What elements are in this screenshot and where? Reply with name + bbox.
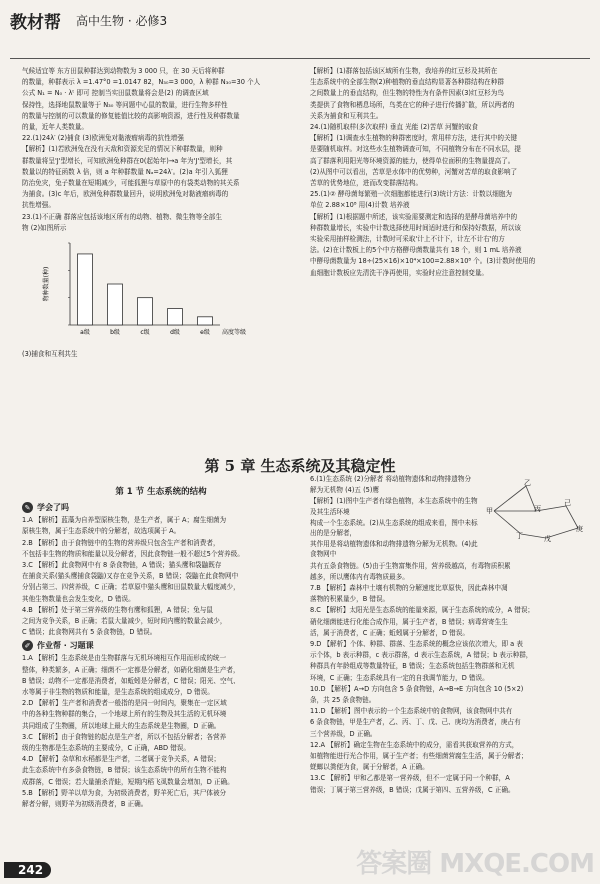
text-line: 在捕食关系(猫头鹰捕食袋鼬)又存在竞争关系，B 错误；袋鼬在此食物网中	[22, 572, 239, 581]
text-line: 血细胞计数板应先清洗干净再使用，实验时应注意控制变量。	[310, 268, 489, 277]
text-line: 公式 N₁ = N₀ · λᵗ 即可 控制当实田鼠数量将会是(2) 的调查区域	[22, 89, 209, 98]
text-line: 单位 2.88×10⁸ 用(4)计数 培养液	[310, 201, 410, 210]
text-line: (2)从图中可以看出，苦草是水体中的优势种，河蟹对苦草的取食影响了	[310, 167, 518, 176]
text-line: 其作用是将动植物遗体和动物排遗物分解为无机物。(4)此食物网中	[310, 540, 478, 559]
text-line: 5.B 【解析】野羊以草为食，为初级消费者，野羊死亡后，其尸体被分	[22, 788, 227, 797]
text-line: 整体，种类繁多，A 正确；细菌不一定都是分解者，如硝化细菌是生产者，	[22, 665, 240, 674]
text-line: 蜣螂以粪便为食，属于分解者，A 正确。	[310, 763, 429, 772]
text-line: 三个营养级，D 正确。	[310, 729, 377, 738]
homework-tag-label: 作业帮 · 习题课	[37, 640, 94, 650]
text-line: 此生态系统中有多条食物链，B 错误；该生态系统中的所有生物不能构	[22, 766, 227, 775]
y-axis-label: 物种数量(种)	[43, 266, 50, 302]
text-line: 种群具有年龄组成等数量特征，B 错误；生态系统包括生物群落和无机	[310, 662, 515, 671]
pencil-icon: ✐	[22, 640, 33, 651]
text-line: 关系为捕食和互利共生。	[310, 111, 383, 120]
brand-logo: 教材帮	[10, 13, 61, 33]
text-line: 【解析】(1)群落包括该区域所有生物，我培养的红豆杉及其所在	[310, 67, 498, 75]
text-line: 种群数量增长，实验中计数选择使用时间适时进行和保持好数据，所以该	[310, 223, 521, 232]
text-line: 4.B 【解析】处于第三营养级的生物有鹰和狐狸，A 错误；兔与鼠	[22, 605, 213, 614]
text-line: 高了群落利用阳光等环境资源的能力，使得单位面积的生物量提高了。	[310, 156, 515, 165]
text-line: 生态系统中的全部生物(2)种植物的垂直结构显著各种群结构在种群	[310, 78, 504, 87]
text-line: 原核生物，属于生态系统中的分解者，故选项属于 A。	[22, 527, 181, 536]
bar	[108, 284, 123, 325]
text-line: 成群落，C 错误；若大量捕杀青蛙，短期内稻飞虱数量会增加，D 正确。	[22, 777, 234, 786]
text-line: 气候适宜等 东方田鼠种群达到动物数为 3 000 只，在 30 天后将种群	[22, 67, 225, 75]
text-line: 22.(1)24λ′ (2)捕食 (3)欧洲兔对黏液瘤病毒的抗性增强	[22, 134, 184, 143]
answer-text-right-top	[310, 66, 586, 278]
text-line: 【解析】(1)调查水生植物的种群密度时，常用样方法，进行其中的关键	[310, 134, 518, 143]
text-line: 环境，C 正确；生态系统具有一定的自我调节能力，D 错误。	[310, 673, 489, 682]
text-line: 活，属于消费者，C 正确；蚯蚓属于分解者，D 错误。	[310, 628, 469, 637]
subject-title: 高中生物 · 必修3	[76, 14, 168, 28]
text-line: 法。(2)在计数板上的5个中方格酵母菌数量共有 18 个，则 1 mL 培养液	[310, 246, 522, 255]
text-line: (3)捕食和互利共生	[22, 350, 78, 359]
text-line: 2.B 【解析】由于食物链中的生物的营养级只包含生产者和消费者，	[22, 538, 220, 547]
left-column-bottom	[22, 485, 300, 860]
text-line: 2.D 【解析】生产者和消费者一般指的是同一时间内，聚集在一定区域	[22, 699, 227, 708]
homework-tag	[22, 640, 94, 651]
food-web-node: 乙	[524, 479, 531, 487]
bulb-icon: ✎	[22, 502, 33, 513]
page-number: 242	[4, 862, 51, 878]
chart-svg	[40, 235, 247, 347]
answer-text-left-after	[22, 349, 300, 359]
answer-text-homework	[22, 653, 300, 809]
learn-tag-label: 学会了吗	[37, 502, 69, 512]
food-web-node: 己	[564, 499, 571, 507]
text-line: 中酵母菌数量为 18÷(25×16)×10⁴×100=2.88×10⁸ 个。(3)计数时使用的	[310, 257, 536, 266]
text-line: 条，共 25 条食物链。	[310, 696, 376, 705]
food-web-node: 庚	[576, 525, 583, 533]
text-line: 如植物能进行光合作用，属于生产者；有些细菌营腐生生活，属于分解者；	[310, 752, 528, 761]
right-column-bottom	[310, 474, 586, 860]
text-line: 13.C 【解析】甲和乙都是第一营养级，但不一定属于同一个种群，A	[310, 774, 510, 783]
text-line: 解为无机物 (4)五 (5)鹰	[310, 486, 380, 495]
text-line: 8.C 【解析】太阳光是生态系统的能量来源，属于生态系统的成分，A 错误；	[310, 606, 535, 615]
text-line: 【解析】(1)若欧洲兔在没有天敌和资源充足的情况下种群数量，则种	[22, 145, 223, 154]
food-web-diagram	[486, 476, 586, 546]
x-axis-label: 高度等级	[222, 329, 247, 337]
bar	[138, 298, 153, 325]
text-line: 越多，所以鹰体内有毒物质最多。	[310, 572, 409, 581]
food-web-node: 丁	[516, 532, 523, 540]
food-web-node: 戊	[544, 535, 551, 543]
food-web-node: 甲	[486, 507, 493, 515]
section-title: 第 1 节 生态系统的结构	[115, 487, 207, 497]
answer-text-learn	[22, 515, 300, 637]
text-line: 中的各种生物种群的集合，一个地球上所有的生物及其生活的无机环境	[22, 710, 227, 719]
text-line: 共同组成了生物圈，所以地球上最大的生态系统是生物圈，D 正确。	[22, 721, 221, 730]
text-line: 的量，近年人类数量。	[22, 123, 88, 132]
bar	[78, 254, 93, 325]
species-bar-chart	[40, 235, 247, 347]
text-line: 水等属于非生物的物质和能量，是生态系统的组成成分，D 错误。	[22, 688, 214, 697]
text-line: 实验采用抽样检测法，计数时可采取'计上不计下，计左不计右'的方	[310, 235, 505, 244]
text-line: 落物的积累量少，B 错误。	[310, 595, 390, 604]
text-line: 10.D 【解析】A→D 方向包含 5 条食物链，A→B→E 方向包含 10 (5×2)	[310, 684, 524, 693]
text-line: 级的生物都是生态系统的主要成分，C 正确，ABD 错误。	[22, 744, 190, 753]
text-line: 1.A 【解析】蓝藻为自养型原核生物，是生产者，属于 A；腐生细菌为	[22, 516, 227, 525]
header-rule	[10, 58, 590, 59]
x-tick-label: d级	[170, 329, 180, 337]
text-line: 之间数量上的垂直结构，但生物的特性为有条件因素(3)红豆杉为鸟	[310, 89, 504, 98]
text-line: C 错误；此食物网共有 5 条食物链，D 错误。	[22, 628, 157, 637]
text-line: 解者分解，则野羊为初级消费者，B 正确。	[22, 800, 148, 809]
x-tick-label: c级	[140, 329, 150, 337]
x-tick-label: a级	[80, 329, 90, 337]
text-line: 其他生物数量也会发生变化，D 错误。	[22, 594, 135, 603]
text-line: 之间为竞争关系，B 正确；若鼠大量减少，短时间内鹰的数量会减少，	[22, 617, 227, 626]
x-tick-label: b级	[110, 329, 120, 337]
text-line: 12.A 【解析】确定生物在生态系统中的成分，需看其获取营养的方式，	[310, 740, 519, 749]
food-web-node: 丙	[534, 505, 541, 513]
text-line: 群数量将呈'J'型增长，可知欧洲兔种群在0(起始年)→a 年为'J'型增长，其	[22, 156, 233, 165]
text-line: 【解析】(1)图中生产者有绿色植物，本生态系统中的生物及其生活环境	[310, 497, 478, 516]
text-line: 硝化细菌能进行化能合成作用，属于生产者，B 错误；病毒营寄生生	[310, 617, 508, 626]
text-line: 不包括非生物的物质和能量以及分解者，因此食物链一般不超过5个营养级。	[22, 549, 244, 558]
text-line: 物 (2)如图所示	[22, 223, 67, 232]
text-line: 为捕食。(3)c 年后，欧洲兔种群数量回升，说明欧洲兔对黏液瘤病毒的	[22, 190, 229, 199]
text-line: 保持性，选择地鼠数量等于 N₃₀ 等问题中心鼠的数量，进行生物多样性	[22, 100, 228, 109]
text-line: 的数量，种群表示 λ =1.47°0 =1.0147 82，N₃₀=3 000，λ 种群 N₃₀=30 个人	[22, 78, 261, 87]
left-column-top	[22, 66, 300, 452]
text-line: 错误；丁属于第三营养级，B 错误；戊属于第四、五营养级，C 正确。	[310, 785, 515, 794]
text-line: 24.(1)随机取样(多次取样) 垂直 光能 (2)苦草 河蟹的取食	[310, 123, 478, 132]
text-line: 是要随机取样。对这些水生植物调查可知，不同植物分布在不同水层，提	[310, 145, 521, 154]
text-line: 防治免灾，兔子数量在短期减少，可能狐狸与草原中的有袋类动物的其关系	[22, 179, 240, 188]
text-line: 23.(1)不正确 群落应包括该地区所有的动物、植物、微生物等全部生	[22, 212, 222, 221]
text-line: 苦草的优势地位，进而改变群落结构。	[310, 179, 423, 188]
chapter-title: 第 5 章 生态系统及其稳定性	[204, 457, 396, 475]
text-line: 数量以的特征函数 λ 倍，则 a 年种群数量 Nₐ=24λ′。(2)a 年引入狐狸	[22, 167, 228, 176]
page-header	[0, 0, 600, 58]
text-line: 4.D 【解析】杂草和水稻都是生产者，二者属于竞争关系，A 错误；	[22, 755, 221, 764]
bar	[198, 317, 213, 325]
watermark: 答案圈 MXQE.COM	[356, 849, 594, 879]
right-column-top	[310, 66, 586, 452]
text-line: 6.(1)生态系统 (2)分解者 将动植物遗体和动物排遗物分	[310, 475, 472, 483]
text-line: 6 条食物链，甲是生产者，乙、丙、丁、戊、己、庚均为消费者，庚占有	[310, 718, 521, 727]
text-line: 示个体，b 表示种群，c 表示群落，d 表示生态系统，A 错误；b 表示种群，	[310, 651, 533, 660]
text-line: 3.C 【解析】由于食物链的起点是生产者，所以不包括分解者；各营养	[22, 732, 227, 741]
text-line: 25.(1)② 酵母菌每繁殖一次细胞都能进行(3)统计方法：计数以细胞为	[310, 190, 513, 199]
x-tick-label: e级	[200, 329, 210, 337]
text-line: 共有五条食物链。(5)由于生物富集作用，营养级越高，有毒物质积累	[310, 561, 511, 570]
bar	[168, 309, 183, 325]
answer-text-left-top	[22, 66, 300, 233]
text-line: 构成一个生态系统。(2)从生态系统的组成来看，图中未标出的是分解者，	[310, 518, 478, 538]
text-line: 的数量与控制的可以数量的修复能值比较的高影响资源，进行性及种群数量	[22, 111, 240, 120]
text-line: 11.D 【解析】图中表示的一个生态系统中的食物网，该食物网中共有	[310, 707, 513, 716]
text-line: 9.D 【解析】个体、种群、群落、生态系统的概念应该依次增大，即 a 表	[310, 640, 523, 649]
text-line: 7.B 【解析】森林中土壤有机物的分解速度比草原快，因此森林中凋	[310, 584, 508, 593]
text-line: 分别占第三、四营养级，C 正确；若草原中猫头鹰和田鼠数量大幅度减少，	[22, 583, 240, 592]
text-line: 类提供了食物和栖息场所，鸟类在它的种子进行传播扩散，所以两者的	[310, 100, 515, 109]
text-line: 1.A 【解析】生态系统是由生物群落与无机环境相互作用而形成的统一	[22, 654, 227, 663]
text-line: 【解析】(1)根据题中所述，该实验需要测定和选择的是酵母菌培养中的	[310, 212, 518, 221]
text-line: 抗性增强。	[22, 201, 55, 210]
learn-tag	[22, 502, 69, 513]
text-line: B 错误；动物不一定都是消费者，如蚯蚓是分解者，C 错误；阳光、空气、	[22, 676, 240, 685]
text-line: 3.C 【解析】此食物网中有 8 条食物链，A 错误；猫头鹰和袋鼬既存	[22, 561, 222, 570]
